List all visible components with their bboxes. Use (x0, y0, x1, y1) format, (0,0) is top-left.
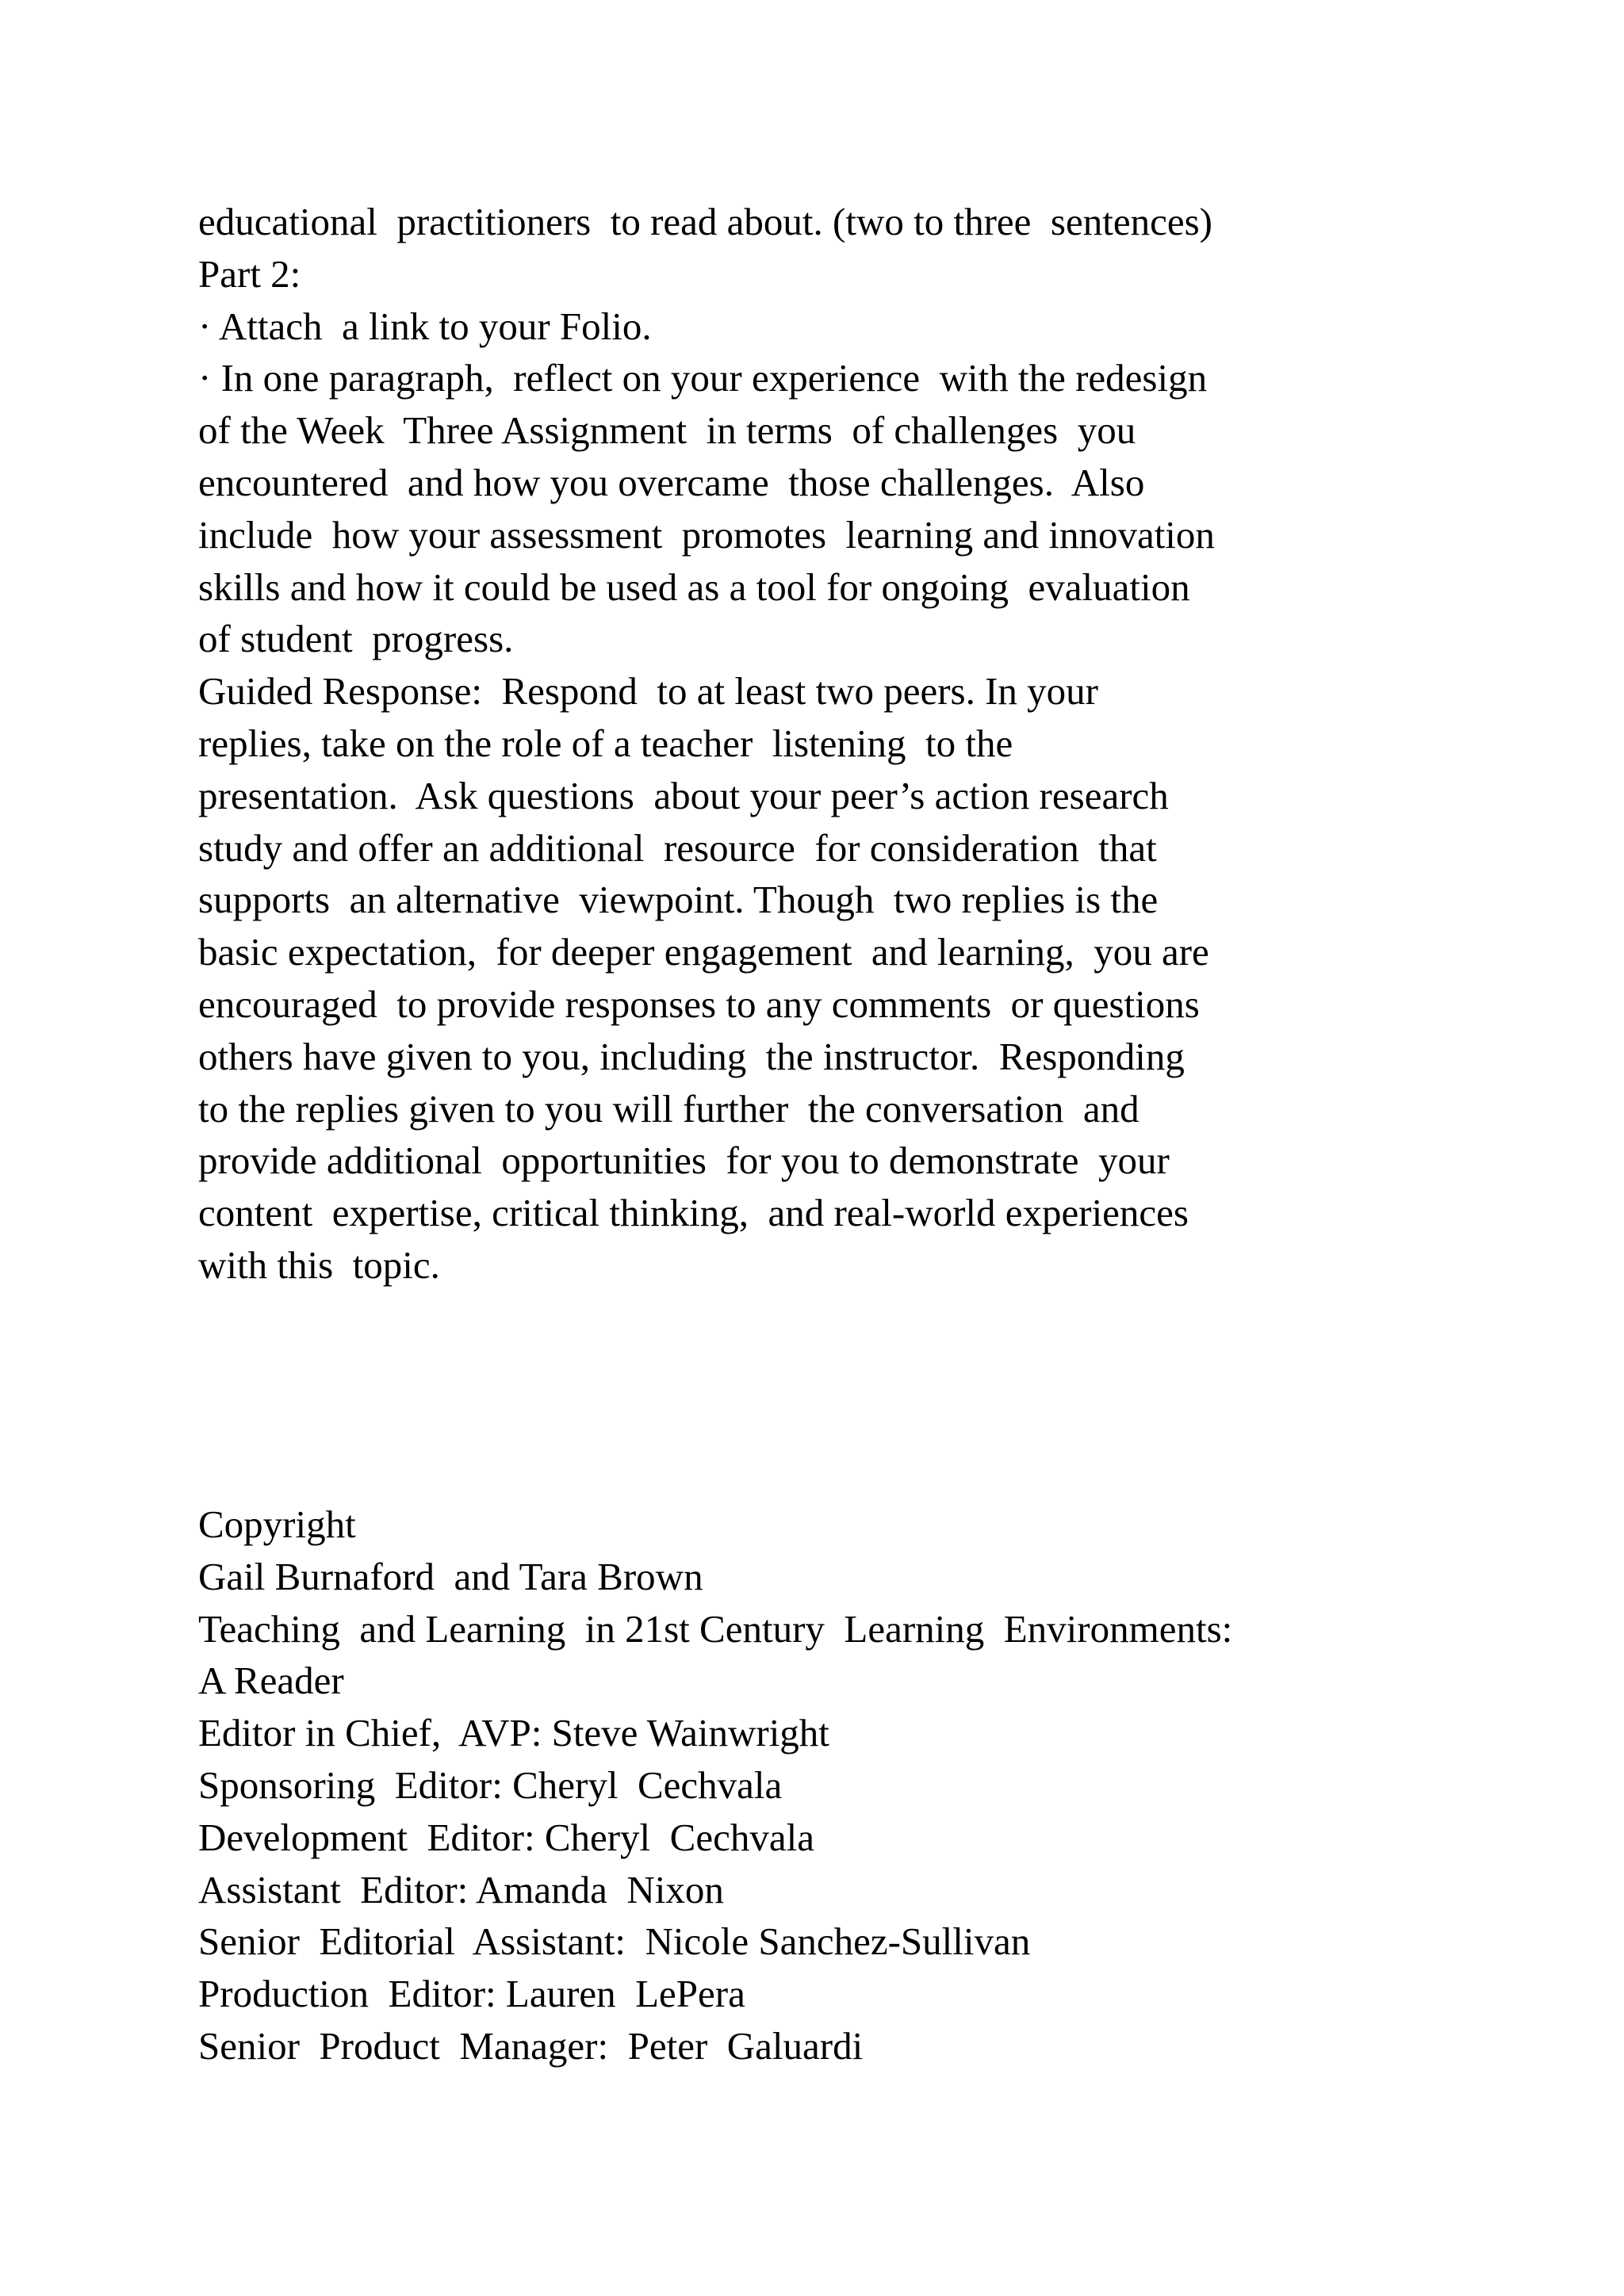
text-line: others have given to you, including the instructor. Responding (198, 1034, 1185, 1078)
text-line: to the replies given to you will further the conversation and (198, 1086, 1139, 1131)
text-line: Guided Response: Respond to at least two peers. In your (198, 669, 1098, 714)
text-line: replies, take on the role of a teacher listening to the (198, 721, 1013, 765)
copyright-credits (198, 1498, 1467, 2072)
text-line: encouraged to provide responses to any comments or questions (198, 982, 1200, 1026)
credit-line: Editor in Chief, AVP: Steve Wainwright (198, 1711, 829, 1755)
credit-line: A Reader (198, 1659, 344, 1703)
credit-line: Gail Burnaford and Tara Brown (198, 1554, 703, 1598)
text-line: encountered and how you overcame those challenges. Also (198, 460, 1145, 504)
text-line: educational practitioners to read about. (two to three sentences) (198, 200, 1212, 243)
text-line: presentation. Ask questions about your peer’s action research (198, 773, 1169, 817)
text-line: basic expectation, for deeper engagement and learning, you are (198, 930, 1209, 974)
text-line: of the Week Three Assignment in terms of challenges you (198, 408, 1136, 453)
assignment-instructions (198, 196, 1467, 1292)
credit-line: Copyright (198, 1502, 356, 1546)
text-line: provide additional opportunities for you to demonstrate your (198, 1138, 1170, 1183)
text-line: supports an alternative viewpoint. Though two replies is the (198, 878, 1159, 922)
credit-line: Senior Editorial Assistant: Nicole Sanchez-Sullivan (198, 1919, 1031, 1964)
text-line: of student progress. (198, 617, 514, 661)
credit-line: Sponsoring Editor: Cheryl Cechvala (198, 1762, 783, 1807)
credit-line: Senior Product Manager: Peter Galuardi (198, 2023, 864, 2068)
text-line: · Attach a link to your Folio. (198, 304, 652, 348)
text-line: Part 2: (198, 251, 301, 296)
credit-line: Teaching and Learning in 21st Century Learning Environments: (198, 1606, 1233, 1651)
text-line: include how your assessment promotes learning and innovation (198, 512, 1215, 557)
text-line: · In one paragraph, reflect on your experience with the redesign (198, 356, 1208, 400)
text-line: content expertise, critical thinking, and real-world experiences (198, 1191, 1189, 1235)
credit-line: Production Editor: Lauren LePera (198, 1972, 745, 2016)
credit-line: Development Editor: Cheryl Cechvala (198, 1815, 814, 1859)
credit-line: Assistant Editor: Amanda Nixon (198, 1867, 724, 1911)
text-line: study and offer an additional resource for consideration that (198, 825, 1157, 870)
text-line: with this topic. (198, 1242, 440, 1287)
text-line: skills and how it could be used as a tool for ongoing evaluation (198, 564, 1190, 609)
